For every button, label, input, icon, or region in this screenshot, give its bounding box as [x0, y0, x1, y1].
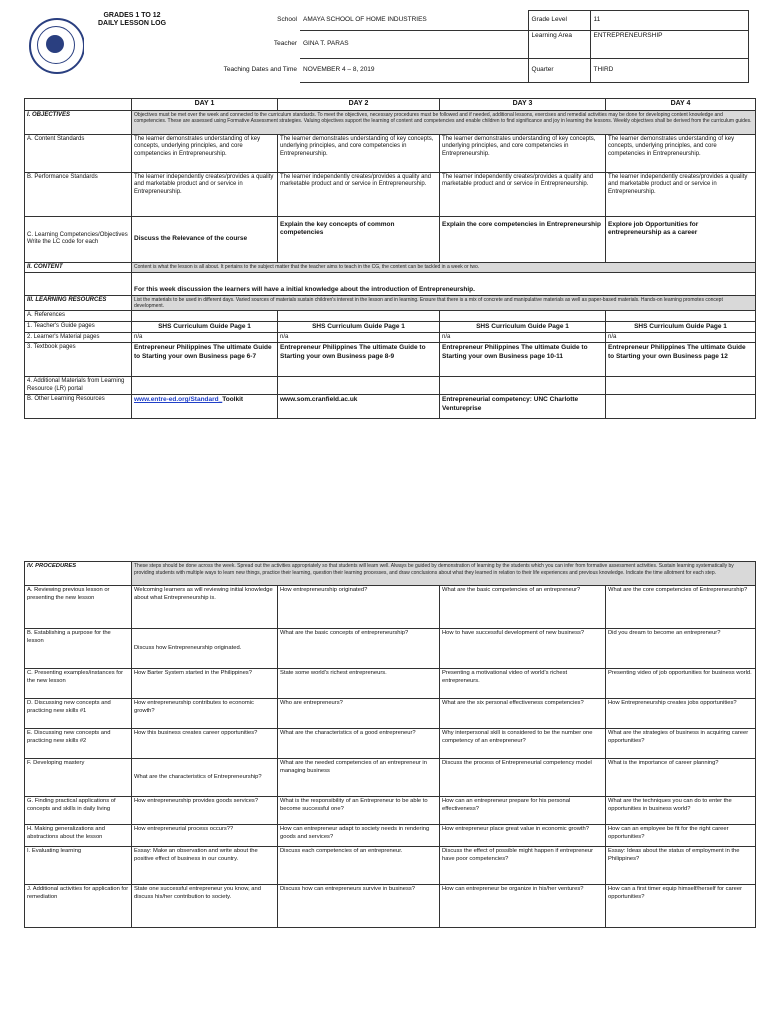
proc-a-day4: What are the core competencies of Entrepreneurship?: [606, 586, 756, 629]
proc-d-day2: Who are entrepreneurs?: [278, 699, 440, 729]
grade-label: Grade Level: [528, 11, 590, 31]
textbook-label: 3. Textbook pages: [25, 343, 132, 377]
proc-c-day1: How Barter System started in the Philippines?: [132, 669, 278, 699]
title-line-1: GRADES 1 TO 12: [103, 11, 161, 19]
proc-d-label: D. Discussing new concepts and practicing new skills #1: [25, 699, 132, 729]
performance-standards-day2: The learner independently creates/provides a quality and marketable product and or service in Entrepreneurship.: [278, 172, 440, 216]
proc-g-day3: How can an entrepreneur prepare for his personal effectiveness?: [440, 797, 606, 825]
content-standards-day3: The learner demonstrates understanding of key concepts, underlying principles, and core competencies in Entrepreneurship.: [440, 134, 606, 172]
other-resources-day4: [606, 395, 756, 419]
proc-c-day3: Presenting a motivational video of world's richest entrepreneurs.: [440, 669, 606, 699]
teachers-guide-day2: SHS Curriculum Guide Page 1: [278, 321, 440, 332]
learners-material-day2: n/a: [278, 332, 440, 343]
competencies-day2: Explain the key concepts of common competencies: [278, 216, 440, 262]
proc-j-day3: How can entrepreneur be organize in his/her ventures?: [440, 885, 606, 928]
proc-f-day4: What is the importance of career planning?: [606, 759, 756, 797]
proc-a-day2: How entrepreneurship originated?: [278, 586, 440, 629]
competencies-label: C. Learning Competencies/Objectives Write the LC code for each: [25, 216, 132, 262]
performance-standards-day4: The learner independently creates/provides a quality and marketable product and or service in Entrepreneurship.: [606, 172, 756, 216]
proc-e-day4: What are the strategies of business in acquiring career opportunities?: [606, 729, 756, 759]
content-text: For this week discussion the learners will have a initial knowledge about the introduction of Entrepreneurship.: [132, 273, 756, 296]
proc-e-day3: Why interpersonal skill is considered to be the number one competency of an entrepreneur?: [440, 729, 606, 759]
proc-j-day1: State one successful entrepreneur you know, and discuss his/her contribution to society.: [132, 885, 278, 928]
school-value: AMAYA SCHOOL OF HOME INDUSTRIES: [300, 11, 528, 31]
content-standards-day2: The learner demonstrates understanding of key concepts, underlying principles, and core competencies in Entrepreneurship.: [278, 134, 440, 172]
proc-j-day2: Discuss how can entrepreneurs survive in business?: [278, 885, 440, 928]
proc-i-day3: Discuss the effect of possible might happen if entrepreneur have poor competencies?: [440, 847, 606, 885]
competencies-day1: Discuss the Relevance of the course: [132, 216, 278, 262]
doc-title: [84, 11, 180, 31]
proc-d-day1: How entrepreneurship contributes to economic growth?: [132, 699, 278, 729]
learners-material-day1: n/a: [132, 332, 278, 343]
proc-j-day4: How can a first timer equip himself/herself for career opportunities?: [606, 885, 756, 928]
proc-h-day3: How entrepreneur place great value in economic growth?: [440, 825, 606, 847]
objectives-note: Objectives must be met over the week and connected to the curriculum standards. To meet the objectives, necessary procedures must be followed and if needed, additional lessons, exercises and remedial activities may be done for developing content knowledge and competencies. These are assessed using Formative Assessment strategies. Valuing objectives support the learning of content and competencies and enable children to find significance and joy in learning the lessons. Weekly objectives shall be derived from the curriculum guides.: [132, 110, 756, 134]
proc-f-label: F. Developing mastery: [25, 759, 132, 797]
proc-f-day1: What are the characteristics of Entrepreneurship?: [132, 759, 278, 797]
content-standards-label: A. Content Standards: [25, 134, 132, 172]
proc-h-day2: How can entrepreneur adapt to society needs in rendering goods and services?: [278, 825, 440, 847]
textbook-day4: Entrepreneur Philippines The ultimate Guide to Starting your own Business page 12: [606, 343, 756, 377]
proc-i-day2: Discuss each competencies of an entrepreneur.: [278, 847, 440, 885]
procedures-table: [24, 561, 756, 928]
teachers-guide-day1: SHS Curriculum Guide Page 1: [132, 321, 278, 332]
school-label: School: [277, 16, 297, 24]
proc-c-label: C. Presenting examples/instances for the new lesson: [25, 669, 132, 699]
day-4-header: DAY 4: [606, 99, 756, 111]
proc-h-day4: How can an employee be fit for the right career opportunities?: [606, 825, 756, 847]
proc-g-day4: What are the techniques you can do to enter the opportunities in business world?: [606, 797, 756, 825]
content-standards-day1: The learner demonstrates understanding of key concepts, underlying principles, and core competencies in Entrepreneurship.: [132, 134, 278, 172]
textbook-day3: Entrepreneur Philippines The ultimate Guide to Starting your own Business page 10-11: [440, 343, 606, 377]
content-label: II. CONTENT: [25, 262, 132, 273]
deped-seal-icon: [29, 18, 84, 74]
proc-e-day2: What are the characteristics of a good entrepreneur?: [278, 729, 440, 759]
proc-i-day1: Essay: Make an observation and write about the positive effect of business in our country.: [132, 847, 278, 885]
textbook-day2: Entrepreneur Philippines The ultimate Guide to Starting your own Business page 8-9: [278, 343, 440, 377]
proc-i-label: I. Evaluating learning: [25, 847, 132, 885]
content-note: Content is what the lesson is all about. It pertains to the subject matter that the teacher aims to teach in the CG, the content can be tackled in a week or two.: [132, 262, 756, 273]
proc-h-label: H. Making generalizations and abstractions about the lesson: [25, 825, 132, 847]
teacher-label: Teacher: [273, 39, 297, 47]
toolkit-link[interactable]: www.entre-ed.org/Standard_: [134, 396, 223, 404]
proc-f-day3: Discuss the process of Entrepreneurial competency model: [440, 759, 606, 797]
proc-a-day1: Welcoming learners as will reviewing initial knowledge about what Entrepreneurship is.: [132, 586, 278, 629]
area-value: ENTREPRENEURSHIP: [590, 30, 748, 58]
procedures-label: IV. PROCEDURES: [25, 562, 132, 586]
day-1-header: DAY 1: [132, 99, 278, 111]
area-label: Learning Area: [528, 30, 590, 58]
header-table: [24, 10, 749, 83]
performance-standards-label: B. Performance Standards: [25, 172, 132, 216]
dates-value: NOVEMBER 4 – 8, 2019: [300, 58, 528, 82]
teachers-guide-label: 1. Teacher's Guide pages: [25, 321, 132, 332]
learners-material-day3: n/a: [440, 332, 606, 343]
proc-b-day3: How to have successful development of new business?: [440, 629, 606, 669]
proc-e-day1: How this business creates career opportunities?: [132, 729, 278, 759]
objectives-label: I. OBJECTIVES: [25, 110, 132, 134]
proc-h-day1: How entrepreneurial process occurs??: [132, 825, 278, 847]
other-resources-day1: [132, 395, 278, 419]
day-2-header: DAY 2: [278, 99, 440, 111]
teacher-value: GINA T. PARAS: [300, 30, 528, 58]
proc-c-day4: Presenting video of job opportunities for business world.: [606, 669, 756, 699]
deped-seal: [24, 11, 84, 83]
performance-standards-day1: The learner independently creates/provides a quality and marketable product and or service in Entrepreneurship.: [132, 172, 278, 216]
learners-material-day4: n/a: [606, 332, 756, 343]
competencies-day4: Explore job Opportunities for entrepreneurship as a career: [606, 216, 756, 262]
proc-g-day2: What is the responsibility of an Entrepreneur to be able to become successful one?: [278, 797, 440, 825]
learners-material-label: 2. Learner's Material pages: [25, 332, 132, 343]
teachers-guide-day3: SHS Curriculum Guide Page 1: [440, 321, 606, 332]
day-3-header: DAY 3: [440, 99, 606, 111]
toolkit-suffix: Toolkit: [222, 396, 244, 404]
content-standards-day4: The learner demonstrates understanding of key concepts, underlying principles, and core competencies in Entrepreneurship.: [606, 134, 756, 172]
references-label: A. References: [25, 311, 132, 322]
proc-b-day4: Did you dream to become an entrepreneur?: [606, 629, 756, 669]
proc-f-day2: What are the needed competencies of an entrepreneur in managing business: [278, 759, 440, 797]
teachers-guide-day4: SHS Curriculum Guide Page 1: [606, 321, 756, 332]
proc-a-label: A. Reviewing previous lesson or presenting the new lesson: [25, 586, 132, 629]
procedures-note: These steps should be done across the week. Spread out the activities appropriately so that students will learn well. Always be guided by demonstration of learning by the students which you can infer from formative assessment activities. Sustain learning systematically by providing students with multiple ways to learn new things, practice their learning, question their learning processes, and draw conclusions about what they learned in relation to their life experiences and previous knowledge. Indicate the time allotment for each step.: [132, 562, 756, 586]
proc-b-label: B. Establishing a purpose for the lesson: [25, 629, 132, 669]
proc-d-day3: What are the six personal effectiveness competencies?: [440, 699, 606, 729]
proc-g-label: G. Finding practical applications of concepts and skills in daily living: [25, 797, 132, 825]
other-resources-day3: Entrepreneurial competency: UNC Charlotte Ventureprise: [440, 395, 606, 419]
quarter-value: THIRD: [590, 58, 748, 82]
resources-label: III. LEARNING RESOURCES: [25, 296, 132, 311]
title-line-2: DAILY LESSON LOG: [97, 20, 167, 28]
other-resources-day2: www.som.cranfield.ac.uk: [278, 395, 440, 419]
quarter-label: Quarter: [528, 58, 590, 82]
dates-label: Teaching Dates and Time: [223, 65, 297, 73]
textbook-day1: Entrepreneur Philippines The ultimate Guide to Starting your own Business page 6-7: [132, 343, 278, 377]
proc-j-label: J. Additional activities for application for remediation: [25, 885, 132, 928]
proc-d-day4: How Entrepreneurship creates jobs opportunities?: [606, 699, 756, 729]
proc-b-day2: What are the basic concepts of entrepreneurship?: [278, 629, 440, 669]
additional-materials-label: 4. Additional Materials from Learning Resource (LR) portal: [25, 377, 132, 395]
resources-note: List the materials to be used in different days. Varied sources of materials sustain children's interest in the lesson and in learning. Ensure that there is a mix of concrete and manipulative materials as well as paper-based materials. Hands-on learning promotes concept development.: [132, 296, 756, 311]
lesson-table: [24, 98, 756, 419]
grade-value: 11: [590, 11, 748, 31]
proc-i-day4: Essay: Ideas about the status of employment in the Philippines?: [606, 847, 756, 885]
competencies-day3: Explain the core competencies in Entrepreneurship: [440, 216, 606, 262]
proc-a-day3: What are the basic competencies of an entrepreneur?: [440, 586, 606, 629]
other-resources-label: B. Other Learning Resources: [25, 395, 132, 419]
proc-b-day1: Discuss how Entrepreneurship originated.: [132, 629, 278, 669]
proc-e-label: E. Discussing new concepts and practicing new skills #2: [25, 729, 132, 759]
performance-standards-day3: The learner independently creates/provides a quality and marketable product and or service in Entrepreneurship.: [440, 172, 606, 216]
proc-g-day1: How entrepreneurship provides goods services?: [132, 797, 278, 825]
proc-c-day2: State some world's richest entrepreneurs.: [278, 669, 440, 699]
